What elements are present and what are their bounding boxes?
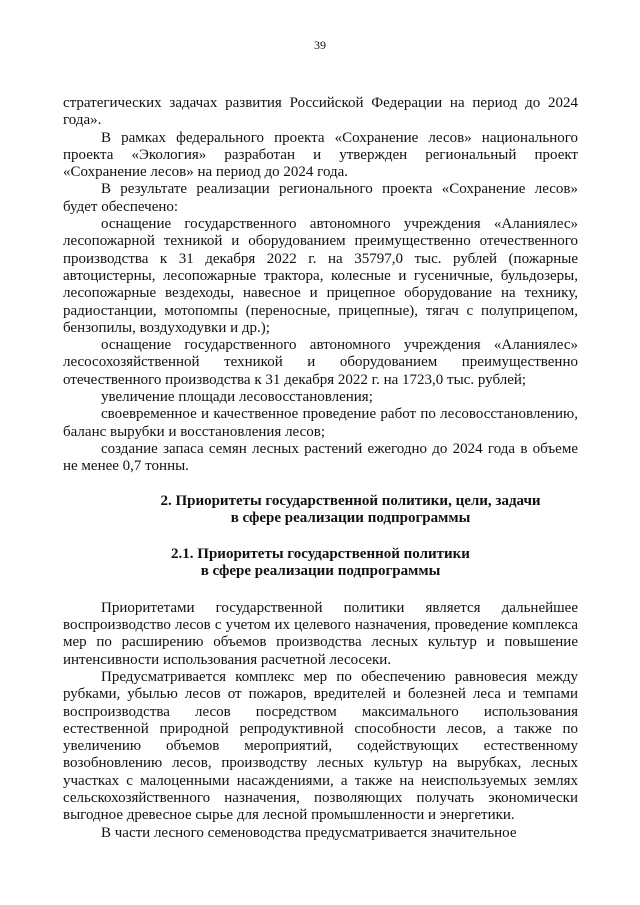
paragraph: В части лесного семеноводства предусматривается значительное bbox=[101, 824, 517, 841]
list-item: оснащение государственного автономного учреждения «Аланиялес» лесопожарной техникой и оборудованием преимущественно отечественного производства к 31 декабря 2022 г. на 35797,0 тыс. рублей (пожарные автоцистерны, лесопожарные трактора, колесные и гусеничные, бульдозеры, лесопожарные вездеходы, навесное и прицепное оборудование на технику, радиостанции, мотопомпы (переносные, прицепные), тягач с полуприцепом, бензопилы, воздуходувки и др.); bbox=[63, 216, 578, 336]
subsection-heading bbox=[63, 546, 578, 581]
paragraph: В рамках федерального проекта «Сохранение лесов» национального проекта «Экология» разработан и утвержден региональный проект «Сохранение лесов» на период до 2024 года. bbox=[63, 129, 578, 181]
paragraph: стратегических задачах развития Российской Федерации на период до 2024 года». bbox=[63, 95, 578, 129]
section-heading bbox=[63, 493, 578, 528]
paragraph: В результате реализации регионального проекта «Сохранение лесов» будет обеспечено: bbox=[63, 181, 578, 215]
page-number: 39 bbox=[314, 38, 326, 52]
section-heading-line: в сфере реализации подпрограммы bbox=[230, 509, 471, 526]
paragraph: Предусматривается комплекс мер по обеспечению равновесия между рубками, убылью лесов от пожаров, вредителей и болезней леса и темпами воспроизводства лесов посредством максимального использования естественной природной репродуктивной способности лесов, а также по увеличению объемов мероприятий, содействующих естественному возобновлению лесов, производству лесных культур на вырубках, лесных участках с малоценными насаждениями, а также на неиспользуемых землях сельскохозяйственного назначения, позволяющих получать экономически выгодное древесное сырье для лесной промышленности и энергетики. bbox=[63, 668, 578, 824]
list-item: увеличение площади лесовосстановления; bbox=[101, 389, 373, 406]
section-heading-line: 2. Приоритеты государственной политики, цели, задачи bbox=[160, 492, 541, 509]
list-item: своевременное и качественное проведение работ по лесовосстановлению, баланс вырубки и восстановления лесов; bbox=[63, 406, 578, 440]
subsection-heading-line: в сфере реализации подпрограммы bbox=[200, 563, 441, 580]
subsection-heading-line: 2.1. Приоритеты государственной политики bbox=[171, 546, 470, 563]
paragraph: Приоритетами государственной политики является дальнейшее воспроизводство лесов с учетом их целевого назначения, проведение комплекса мер по расширению объемов производства лесных культур и повышение интенсивности использования расчетной лесосеки. bbox=[63, 599, 578, 668]
list-item: создание запаса семян лесных растений ежегодно до 2024 года в объеме не менее 0,7 тонны. bbox=[63, 440, 578, 475]
document-body bbox=[63, 95, 578, 842]
list-item: оснащение государственного автономного учреждения «Аланиялес» лесосохозяйственной техникой и оборудованием преимущественно отечественного производства к 31 декабря 2022 г. на 1723,0 тыс. рублей; bbox=[63, 337, 578, 388]
